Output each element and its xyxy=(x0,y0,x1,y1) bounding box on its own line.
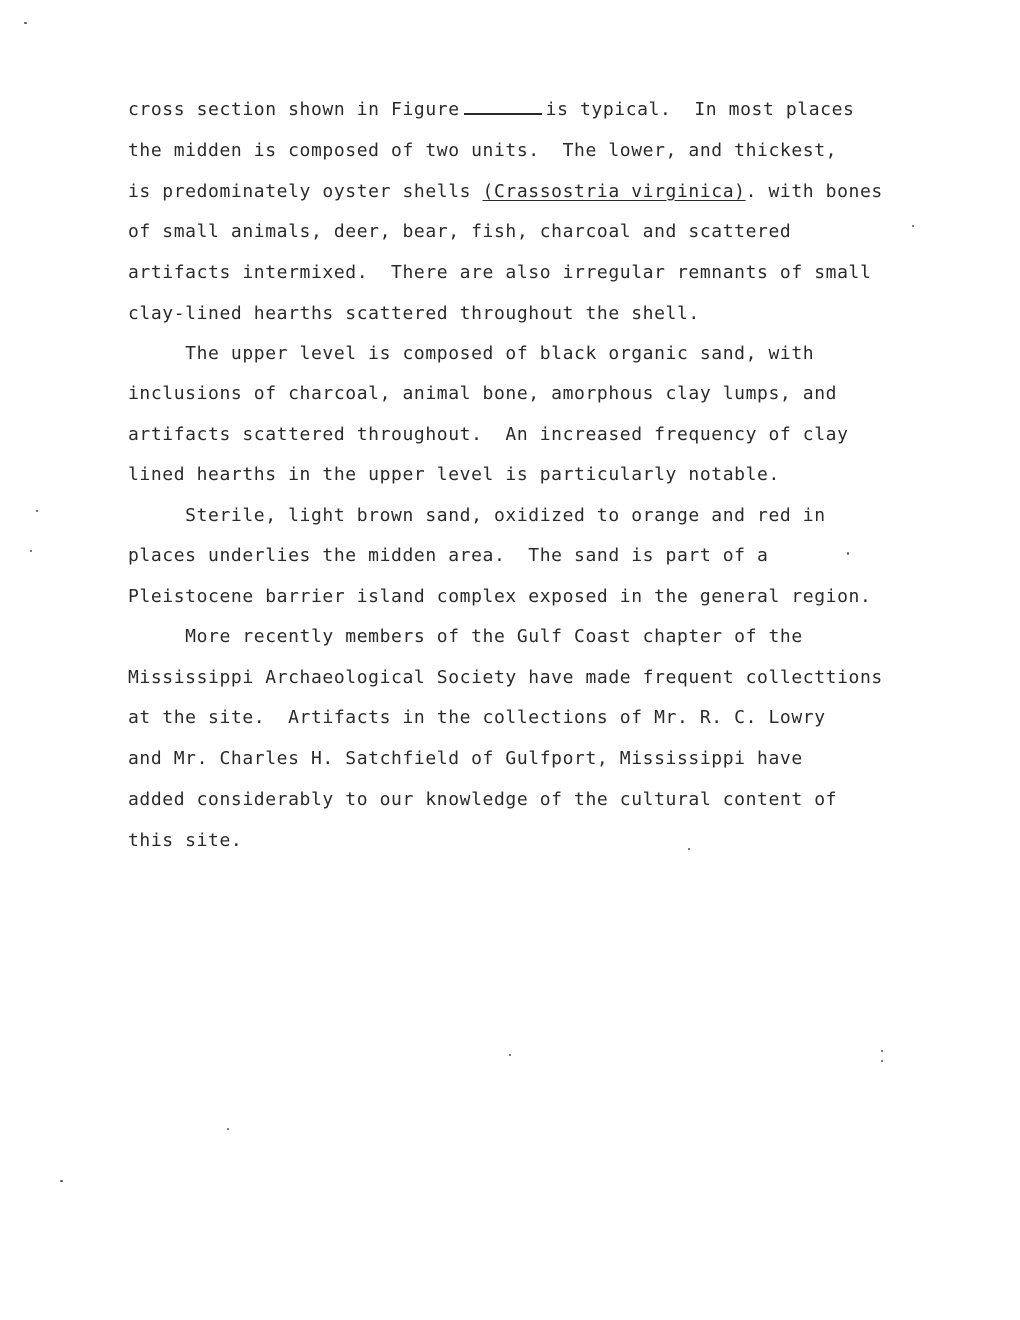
species-name-underlined: (Crassostria virginica) xyxy=(482,181,746,202)
text-line-1-part-a: cross section shown in Figure xyxy=(128,99,460,120)
scan-speck xyxy=(688,848,690,850)
text-line-1-part-b: is typical. In most places xyxy=(545,99,855,120)
scan-speck xyxy=(881,1060,883,1062)
scan-speck xyxy=(24,22,27,24)
scan-speck xyxy=(30,550,32,552)
scan-speck xyxy=(227,1128,229,1130)
text-line-18: added considerably to our knowledge of the cultural content of xyxy=(128,789,838,810)
scan-speck xyxy=(881,1050,883,1052)
text-line-7: The upper level is composed of black organic sand, with xyxy=(128,343,815,364)
text-line-14: More recently members of the Gulf Coast chapter of the xyxy=(128,626,803,647)
text-line-5: artifacts intermixed. There are also irregular remnants of small xyxy=(128,262,872,283)
scan-speck xyxy=(847,552,849,555)
text-line-1 xyxy=(128,99,854,121)
text-line-15: Mississippi Archaeological Society have made frequent collecttions xyxy=(128,667,883,688)
text-line-13: Pleistocene barrier island complex exposed in the general region. xyxy=(128,586,872,607)
text-line-3-part-a: is predominately oyster shells xyxy=(128,181,483,202)
text-line-9: artifacts scattered throughout. An increased frequency of clay xyxy=(128,424,849,445)
scan-speck xyxy=(509,1054,511,1056)
text-line-6: clay-lined hearths scattered throughout the shell. xyxy=(128,303,700,324)
text-line-19: this site. xyxy=(128,830,243,851)
text-line-16: at the site. Artifacts in the collections of Mr. R. C. Lowry xyxy=(128,707,826,728)
text-line-10: lined hearths in the upper level is particularly notable. xyxy=(128,464,780,485)
text-line-2: the midden is composed of two units. The lower, and thickest, xyxy=(128,140,838,161)
text-line-4: of small animals, deer, bear, fish, charcoal and scattered xyxy=(128,221,792,242)
figure-number-blank xyxy=(464,99,542,115)
text-line-3 xyxy=(128,181,883,203)
scan-speck xyxy=(912,225,914,227)
text-line-17: and Mr. Charles H. Satchfield of Gulfport, Mississippi have xyxy=(128,748,803,769)
scan-speck xyxy=(36,510,38,512)
text-line-12: places underlies the midden area. The sand is part of a xyxy=(128,545,769,566)
text-line-8: inclusions of charcoal, animal bone, amorphous clay lumps, and xyxy=(128,383,838,404)
text-line-11: Sterile, light brown sand, oxidized to orange and red in xyxy=(128,505,826,526)
scan-speck xyxy=(60,1180,63,1182)
text-line-3-part-b: . with bones xyxy=(745,181,883,202)
